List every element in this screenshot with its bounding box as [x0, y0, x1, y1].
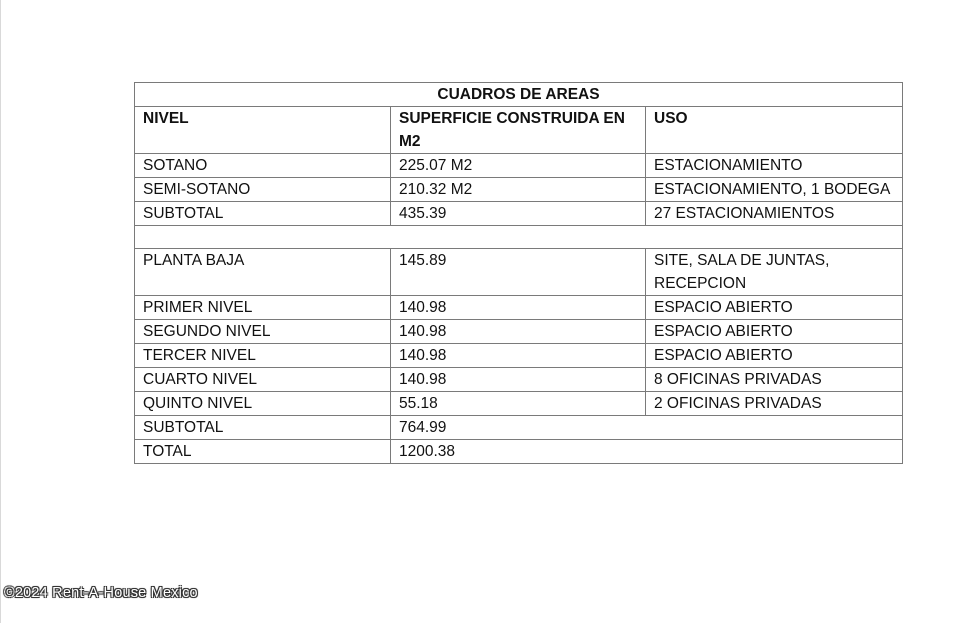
- cell-uso: ESTACIONAMIENTO: [646, 154, 903, 178]
- cell-superficie: 210.32 M2: [391, 178, 646, 202]
- areas-table: [134, 82, 903, 464]
- spacer-row: [135, 226, 903, 249]
- cell-uso: ESTACIONAMIENTO, 1 BODEGA: [646, 178, 903, 202]
- cell-superficie: 140.98: [391, 320, 646, 344]
- subtotal-row: [135, 202, 903, 226]
- table-row: [135, 368, 903, 392]
- table-row: [135, 392, 903, 416]
- cell-superficie: 435.39: [391, 202, 646, 226]
- title-row: [135, 83, 903, 107]
- cell-superficie: 55.18: [391, 392, 646, 416]
- header-row: [135, 107, 903, 154]
- spacer-cell: [135, 226, 903, 249]
- cell-nivel: TERCER NIVEL: [135, 344, 391, 368]
- cell-nivel: PLANTA BAJA: [135, 249, 391, 296]
- cell-uso: 2 OFICINAS PRIVADAS: [646, 392, 903, 416]
- table-row: [135, 344, 903, 368]
- cell-superficie: 140.98: [391, 368, 646, 392]
- table-row: [135, 249, 903, 296]
- table-row: [135, 178, 903, 202]
- cell-uso: ESPACIO ABIERTO: [646, 344, 903, 368]
- cell-superficie: 140.98: [391, 344, 646, 368]
- cell-superficie: 1200.38: [391, 440, 903, 464]
- cell-nivel: SEMI-SOTANO: [135, 178, 391, 202]
- cell-nivel: SOTANO: [135, 154, 391, 178]
- cell-nivel: TOTAL: [135, 440, 391, 464]
- cell-uso: SITE, SALA DE JUNTAS, RECEPCION: [646, 249, 903, 296]
- header-uso: USO: [646, 107, 903, 154]
- header-superficie: SUPERFICIE CONSTRUIDA EN M2: [391, 107, 646, 154]
- cell-superficie: 140.98: [391, 296, 646, 320]
- cell-uso: 27 ESTACIONAMIENTOS: [646, 202, 903, 226]
- table-row: [135, 154, 903, 178]
- cell-nivel: SUBTOTAL: [135, 202, 391, 226]
- cell-superficie: 764.99: [391, 416, 903, 440]
- cell-superficie: 225.07 M2: [391, 154, 646, 178]
- table-row: [135, 296, 903, 320]
- cell-superficie: 145.89: [391, 249, 646, 296]
- copyright-watermark: ©2024 Rent-A-House Mexico: [4, 585, 198, 601]
- subtotal-row: [135, 416, 903, 440]
- cell-nivel: QUINTO NIVEL: [135, 392, 391, 416]
- header-nivel: NIVEL: [135, 107, 391, 154]
- page-left-edge: [0, 0, 1, 623]
- total-row: [135, 440, 903, 464]
- cell-nivel: CUARTO NIVEL: [135, 368, 391, 392]
- cell-uso: ESPACIO ABIERTO: [646, 296, 903, 320]
- cell-nivel: SEGUNDO NIVEL: [135, 320, 391, 344]
- table-row: [135, 320, 903, 344]
- cell-uso: ESPACIO ABIERTO: [646, 320, 903, 344]
- areas-table-body: [135, 83, 903, 464]
- cell-nivel: PRIMER NIVEL: [135, 296, 391, 320]
- table-title: CUADROS DE AREAS: [135, 83, 903, 107]
- cell-uso: 8 OFICINAS PRIVADAS: [646, 368, 903, 392]
- cell-nivel: SUBTOTAL: [135, 416, 391, 440]
